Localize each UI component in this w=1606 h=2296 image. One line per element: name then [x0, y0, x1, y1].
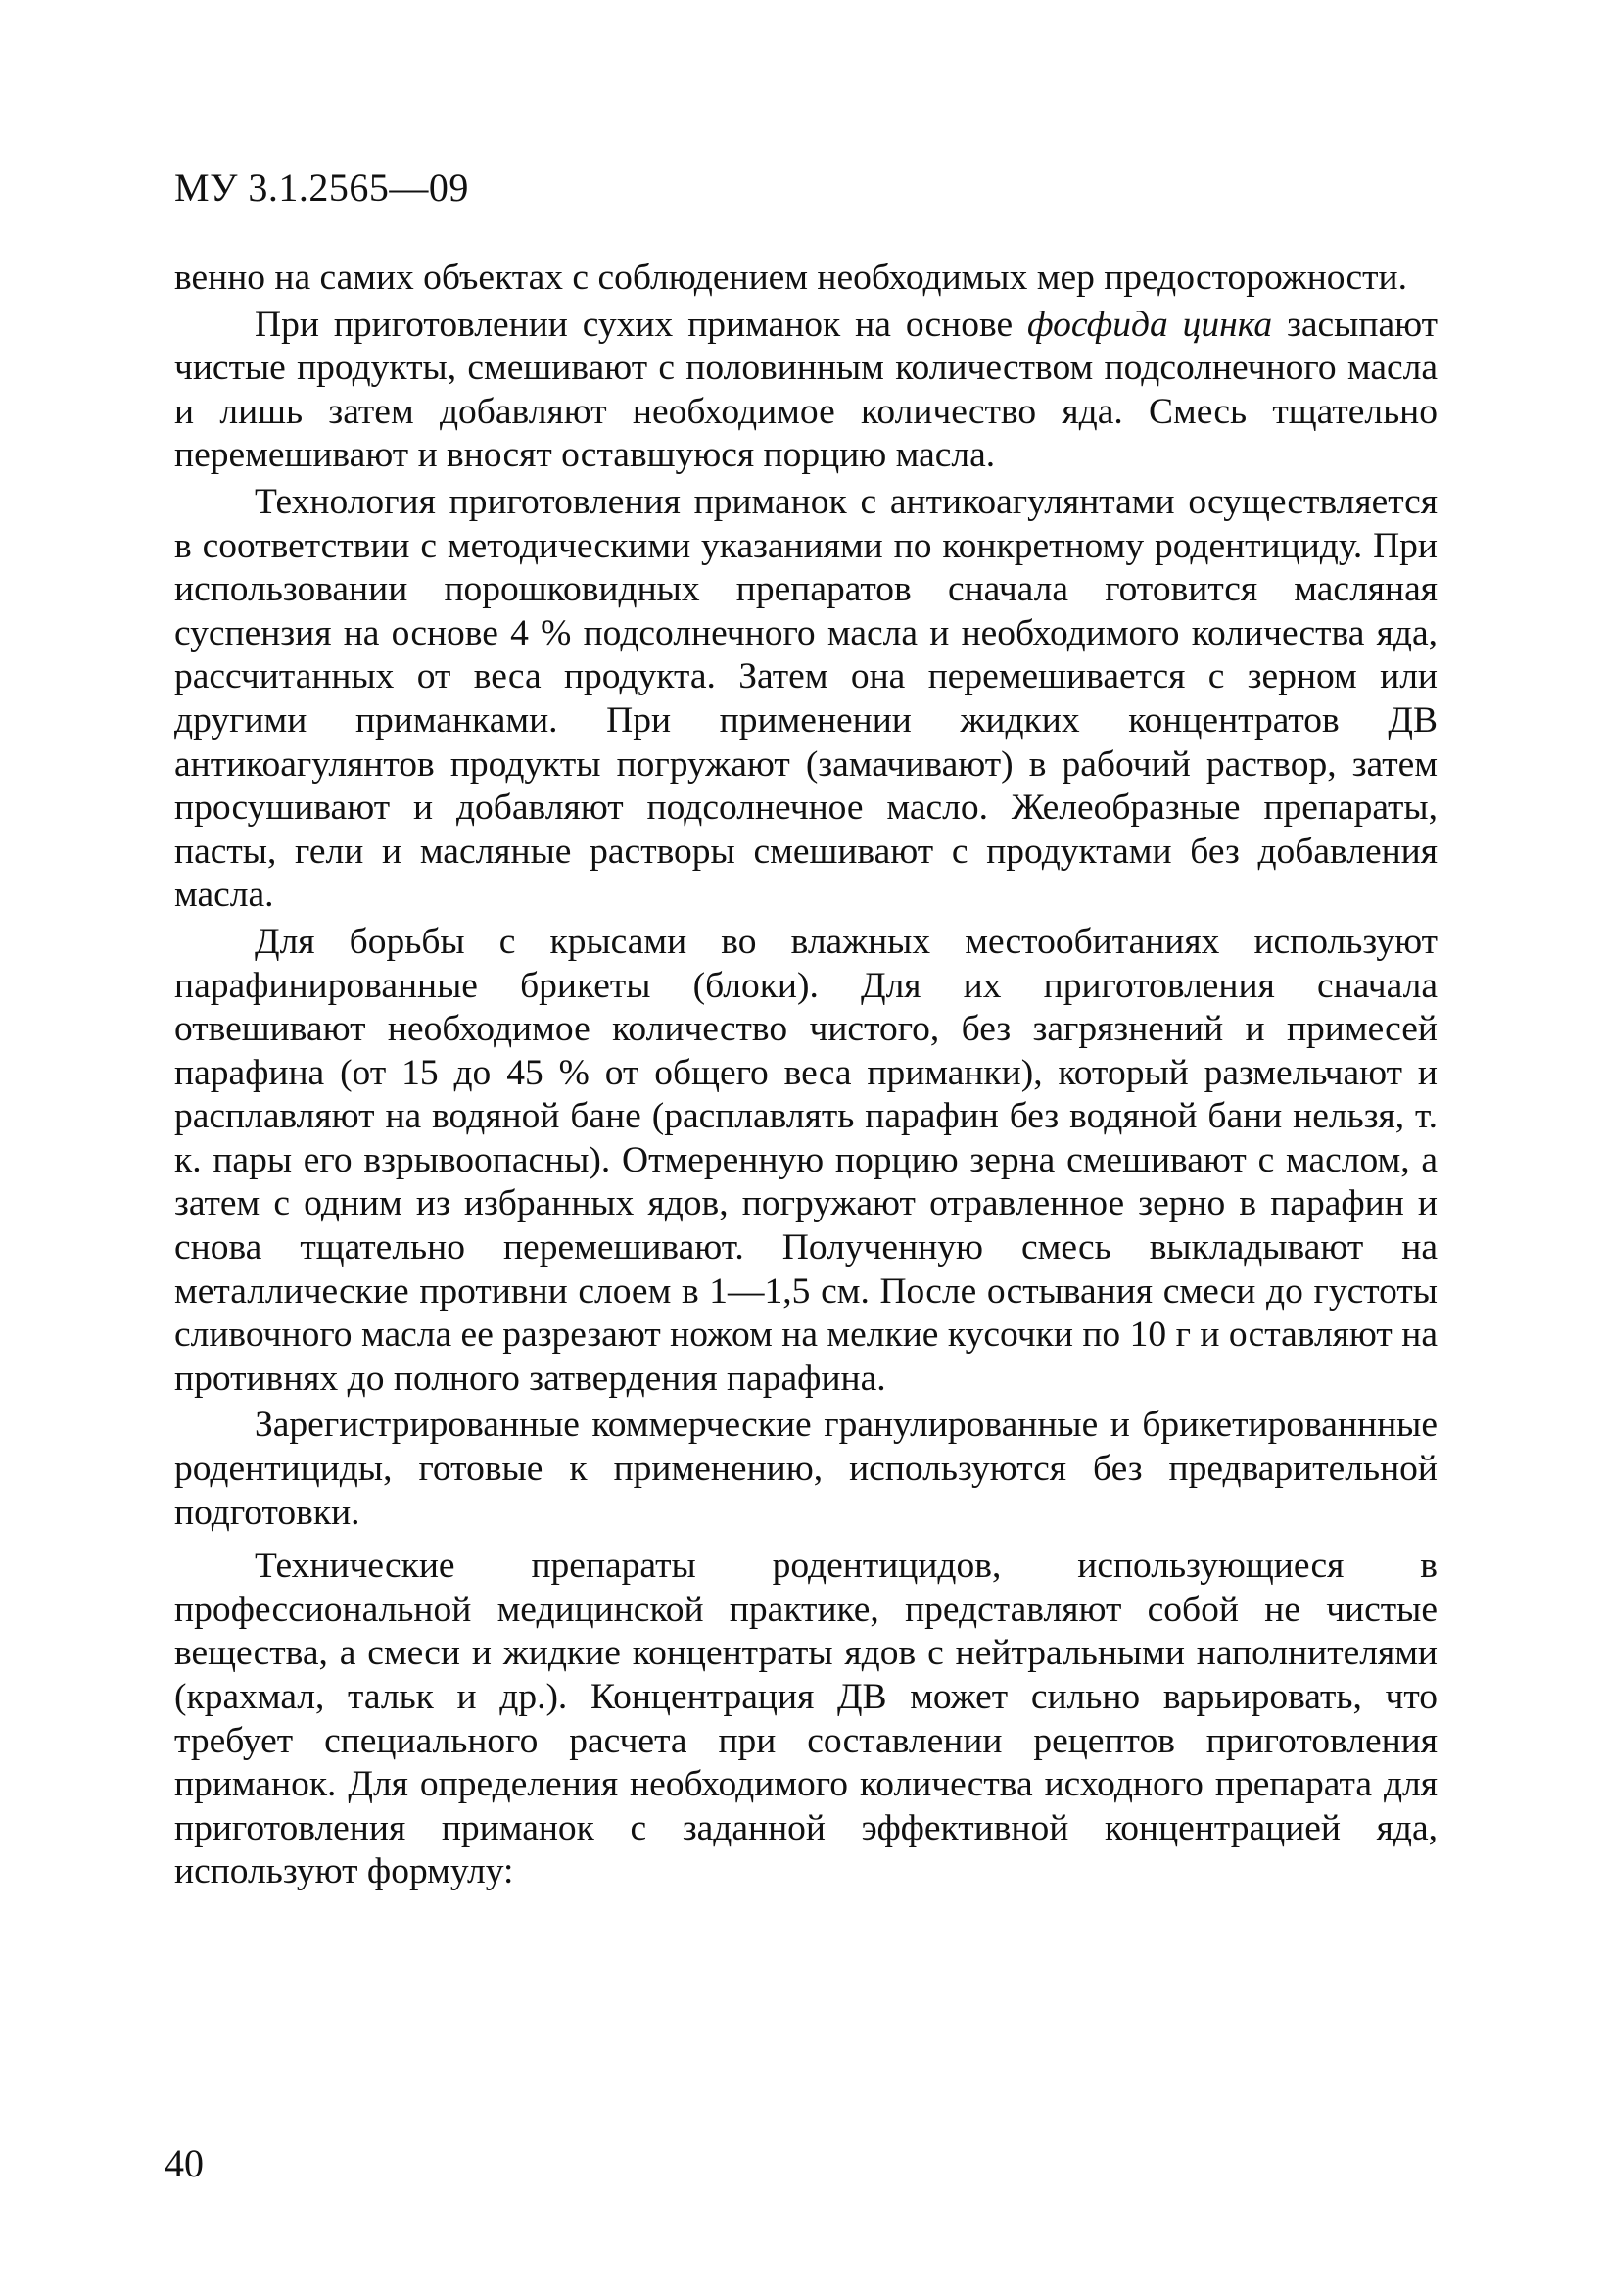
document-code: МУ 3.1.2565—09 [174, 166, 469, 210]
paragraph-paraffin-blocks: Для борьбы с крысами во влажных местообитаниях используют парафинированные брикеты (блоки). Для их приготовления сначала отвешивают необходимое количество чистого, без загрязнений и примесей парафина (от 15 до 45 % от общего веса приманки), который размельчают и расплавляют на водяной бане (расплавлять парафин без водяной бани нельзя, т. к. пары его взрывоопасны). Отмеренную порцию зерна смешивают с маслом, а затем с одним из избранных ядов, погружают отравленное зерно в парафин и снова тщательно перемешивают. Полученную смесь выкладывают на металлические противни слоем в 1—1,5 см. После остывания смеси до густоты сливочного масла ее разрезают ножом на мелкие кусочки по 10 г и оставляют на противнях до полного затвердения парафина. [174, 921, 1438, 1399]
paragraph-zinc-phosphide-end: засыпают чистые продукты, смешивают с половинным количеством подсолнечного масла и лишь затем добавляют необходимое количество яда. Смесь тщательно перемешивают и вносят оставшуюся порцию масла. [174, 304, 1438, 476]
zinc-phosphide-term: фосфида цинка [1027, 304, 1273, 345]
paragraph-commercial-rodenticides: Зарегистрированные коммерческие гранулированные и брикетированнные родентициды, готовые к применению, используются без предварительной подготовки. [174, 1405, 1438, 1533]
paragraph-zinc-phosphide [174, 304, 1438, 478]
paragraph-technical-preparations: Технические препараты родентицидов, использующиеся в профессиональной медицинской практике, представляют собой не чистые вещества, а смеси и жидкие концентраты ядов с нейтральными наполнителями (крахмал, тальк и др.). Концентрация ДВ может сильно варьировать, что требует специального расчета при составлении рецептов приготовления приманок. Для определения необходимого количества исходного препарата для приготовления приманок с заданной эффективной концентрацией яда, используют формулу: [174, 1546, 1438, 1892]
paragraph-zinc-phosphide-start: При приготовлении сухих приманок на основе [255, 304, 1028, 345]
paragraph-continuation: венно на самих объектах с соблюдением необходимых мер предосторожности. [174, 258, 1407, 298]
body-text [174, 257, 1438, 1897]
page-number: 40 [165, 2141, 204, 2185]
paragraph-anticoagulants: Технология приготовления приманок с антикоагулянтами осуществляется в соответствии с методическими указаниями по конкретному родентициду. При использовании порошковидных препаратов сначала готовится масляная суспензия на основе 4 % подсолнечного масла и необходимого количества яда, рассчитанных от веса продукта. Затем она перемешивается с зерном или другими приманками. При применении жидких концентратов ДВ антикоагулянтов продукты погружают (замачивают) в рабочий раствор, затем просушивают и добавляют подсолнечное масло. Желеобразные препараты, пасты, гели и масляные растворы смешивают с продуктами без добавления масла. [174, 481, 1438, 916]
